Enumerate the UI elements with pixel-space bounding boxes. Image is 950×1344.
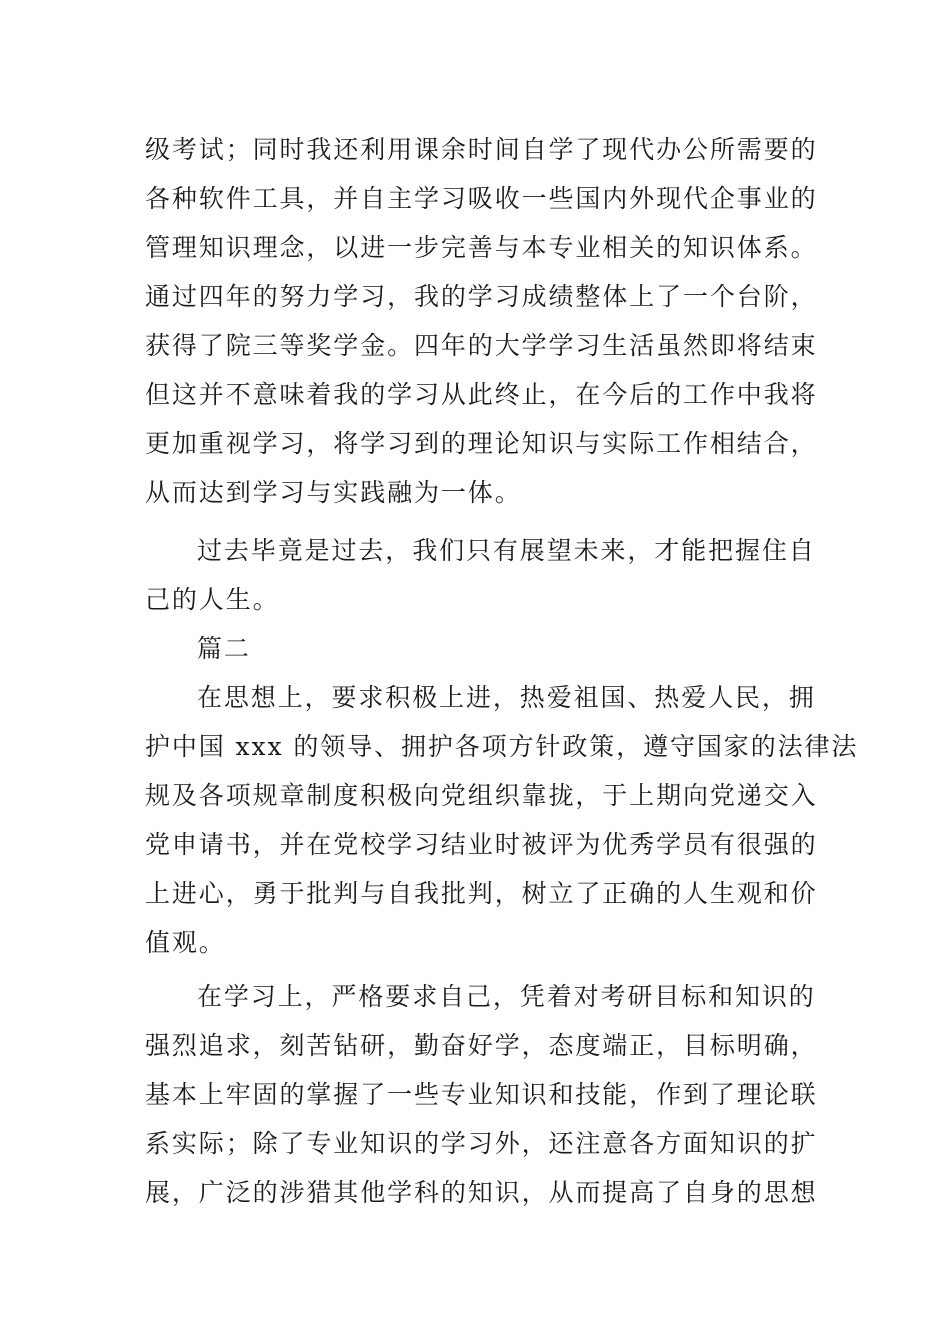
paragraph-start-line: 在学习上，严格要求自己，凭着对考研目标和知识的 (197, 982, 816, 1011)
text-line: 各种软件工具，并自主学习吸收一些国内外现代企事业的 (145, 184, 818, 213)
text-line: 从而达到学习与实践融为一体。 (145, 478, 522, 507)
text-line: 系实际；除了专业知识的学习外，还注意各方面知识的扩 (145, 1129, 818, 1158)
text-line: 但这并不意味着我的学习从此终止，在今后的工作中我将 (145, 380, 818, 409)
text-line: 更加重视学习，将学习到的理论知识与实际工作相结合， (145, 429, 818, 458)
text-line: 基本上牢固的掌握了一些专业知识和技能，作到了理论联 (145, 1080, 818, 1109)
text-line: 展，广泛的涉猎其他学科的知识，从而提高了自身的思想 (145, 1178, 818, 1207)
section-heading: 篇二 (197, 634, 251, 663)
text-line: 获得了院三等奖学金。四年的大学学习生活虽然即将结束 (145, 331, 818, 360)
text-line: 党申请书，并在党校学习结业时被评为优秀学员有很强的 (145, 830, 818, 859)
text-line: 通过四年的努力学习，我的学习成绩整体上了一个台阶， (145, 282, 818, 311)
text-line: 强烈追求，刻苦钻研，勤奋好学，态度端正，目标明确， (145, 1031, 818, 1060)
text-line: 管理知识理念，以进一步完善与本专业相关的知识体系。 (145, 233, 818, 262)
text-line: 级考试；同时我还利用课余时间自学了现代办公所需要的 (145, 135, 818, 164)
text-line: 己的人生。 (145, 585, 280, 614)
text-line: 值观。 (145, 928, 226, 957)
text-line: 上进心，勇于批判与自我批判，树立了正确的人生观和价 (145, 879, 818, 908)
paragraph-start-line: 在思想上，要求积极上进，热爱祖国、热爱人民，拥 (197, 683, 816, 712)
paragraph-start-line: 过去毕竟是过去，我们只有展望未来，才能把握住自 (197, 536, 816, 565)
text-line: 护中国 xxx 的领导、拥护各项方针政策，遵守国家的法律法 (145, 732, 859, 761)
text-line: 规及各项规章制度积极向党组织靠拢，于上期向党递交入 (145, 781, 818, 810)
